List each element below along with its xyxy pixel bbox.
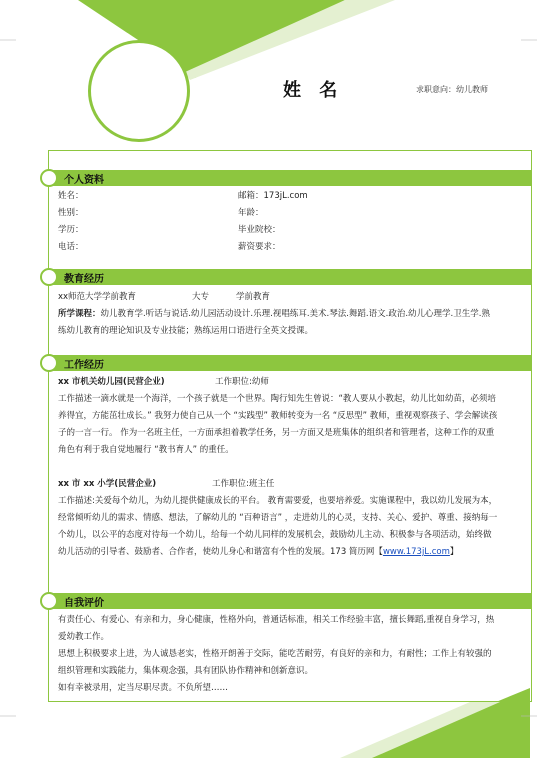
- section-marker-personal: [40, 169, 58, 187]
- candidate-name: 姓 名: [283, 80, 344, 101]
- self-eval-line3: 如有幸被录用，定当尽职尽责。不负所望……: [58, 683, 229, 693]
- job2-company: xx 市 xx 小学(民营企业): [58, 479, 157, 489]
- section-title-education: 教育经历: [64, 274, 104, 285]
- section-marker-education: [40, 268, 58, 286]
- section-marker-self: [40, 592, 58, 610]
- edu-courses-text: 幼儿教育学.听话与说话.幼儿园活动设计.乐理.视唱练耳.美术.琴法.舞蹈.语文.政治.幼儿心理学.卫生学.熟练幼儿教育的理论知识及专业技能；熟练运用口语进行全英文授课。: [58, 309, 490, 336]
- self-eval-line1: 有责任心、有爱心、有亲和力，身心健康，性格外向，普通话标准，相关工作经验丰富，擅长舞蹈,重视自身学习，热爱幼教工作。: [58, 615, 495, 642]
- job1-company: xx 市机关幼儿园(民营企业): [58, 377, 165, 387]
- field-name: 姓名：: [58, 191, 84, 201]
- edu-courses: [58, 306, 498, 340]
- job2-position: 工作职位:班主任: [212, 479, 275, 489]
- section-bar-self: [50, 593, 531, 609]
- section-bar-education: [50, 269, 531, 285]
- field-age: 年龄：: [238, 208, 264, 218]
- edu-major: 学前教育: [236, 292, 271, 302]
- field-salary: 薪资要求：: [238, 242, 281, 252]
- field-school: 毕业院校：: [238, 225, 281, 235]
- section-marker-work: [40, 354, 58, 372]
- edu-school: xx师范大学学前教育: [58, 292, 137, 302]
- section-title-personal: 个人资料: [64, 175, 104, 186]
- field-gender: 性别：: [58, 208, 84, 218]
- section-title-work: 工作经历: [64, 360, 104, 371]
- edu-degree: 大专: [192, 292, 210, 302]
- edu-courses-label: 所学课程：: [58, 309, 101, 319]
- job1-position: 工作职位:幼师: [215, 377, 269, 387]
- field-education: 学历：: [58, 225, 84, 235]
- field-phone: 电话：: [58, 242, 84, 252]
- resume-site-link[interactable]: www.173jL.com: [382, 547, 450, 557]
- job-intent: 求职意向：幼儿教师: [416, 85, 488, 94]
- field-email: 邮箱：173jL.com: [238, 191, 308, 201]
- job2-desc-tail: 】: [449, 547, 459, 557]
- self-eval-line2: 思想上积极要求上进，为人诚恳老实，性格开朗善于交际，能吃苦耐劳，有良好的亲和力，有耐性；工作上有较强的组织管理和实践能力，集体观念强，具有团队协作精神和创新意识。: [58, 649, 492, 676]
- job2-description: [58, 493, 498, 561]
- profile-photo-placeholder: [88, 40, 190, 142]
- job2-desc-text: 工作描述:关爱每个幼儿，为幼儿提供健康成长的平台。 教育需要爱，也要培养爱。实施课程中，我以幼儿发展为本，经常倾听幼儿的需求、情感、想法，了解幼儿的 “百种语言” ，走进幼儿的心灵，支持、关心、爱护、尊重、接纳每一个幼儿，以公平的态度对待每一个幼儿，给每一个幼儿同样的发展机会，鼓励幼儿主动、积极参与各项活动，始终做幼儿活动的引导者、鼓励者、合作者，使幼儿身心和谐富有个性的发展。173 简历网【: [58, 496, 498, 557]
- job1-description: 工作描述一滴水就是一个海洋，一个孩子就是一个世界。陶行知先生曾说：“教人要从小教起，幼儿比如幼苗，必须培养得宜，方能茁壮成长。” 我努力使自己从一个 “实践型” 教师转变为一名 “反思型” 教师，重视观察孩子、学会解读孩子的一言一行。 作为一名班主任，一方面承担着教学任务，另一方面又是班集体的组织者和管理者，这种工作的双重角色有利于我自觉地履行 “教书育人” 的重任。: [58, 394, 498, 455]
- section-bar-work: [50, 355, 531, 371]
- section-title-self: 自我评价: [64, 598, 104, 609]
- section-bar-personal: [50, 170, 531, 186]
